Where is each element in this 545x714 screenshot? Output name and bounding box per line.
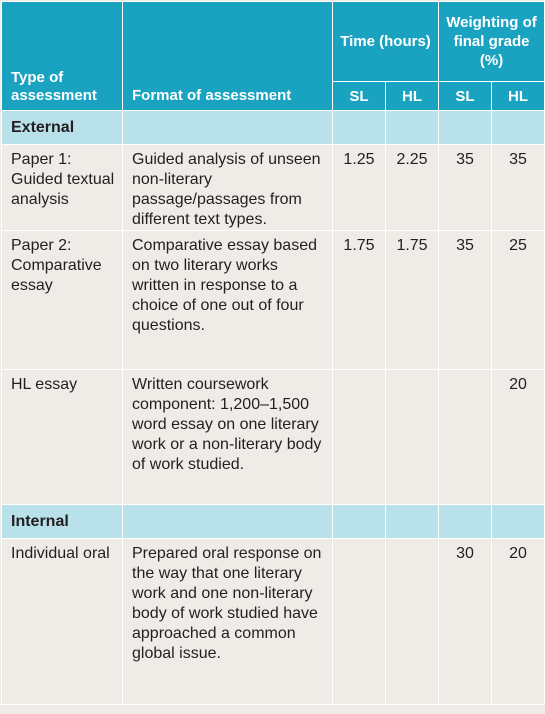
header-weight-hl: HL [492, 82, 545, 111]
header-format-of-assessment: Format of assessment [123, 2, 333, 111]
header-time-sl: SL [333, 82, 386, 111]
table-row [2, 370, 545, 505]
assessment-table [1, 1, 545, 705]
time-sl-cell [333, 370, 386, 505]
header-time-hl: HL [386, 82, 439, 111]
time-hl-cell: 1.75 [386, 231, 439, 370]
header-time-hours: Time (hours) [333, 2, 439, 82]
section-row-external [2, 111, 545, 145]
table-row [2, 539, 545, 705]
time-hl-cell [386, 370, 439, 505]
time-sl-cell: 1.75 [333, 231, 386, 370]
weight-sl-cell: 35 [439, 145, 492, 231]
section-row-internal [2, 505, 545, 539]
weight-hl-cell: 20 [492, 539, 545, 705]
time-hl-cell: 2.25 [386, 145, 439, 231]
assessment-type-cell: HL essay [2, 370, 123, 505]
section-label-external: External [2, 111, 123, 145]
weight-sl-cell: 35 [439, 231, 492, 370]
weight-hl-cell: 35 [492, 145, 545, 231]
time-sl-cell [333, 539, 386, 705]
assessment-format-cell: Prepared oral response on the way that one literary work and one non-literary body of work studied have approached a common global issue. [123, 539, 333, 705]
header-weighting-of-final-grade: Weighting of final grade (%) [439, 2, 545, 82]
section-label-internal: Internal [2, 505, 123, 539]
table-row [2, 231, 545, 370]
assessment-format-cell: Guided analysis of unseen non-literary passage/passages from different text types. [123, 145, 333, 231]
weight-sl-cell: 30 [439, 539, 492, 705]
assessment-type-cell: Paper 2: Comparative essay [2, 231, 123, 370]
assessment-format-cell: Comparative essay based on two literary works written in response to a choice of one out of four questions. [123, 231, 333, 370]
assessment-type-cell: Individual oral [2, 539, 123, 705]
header-weight-sl: SL [439, 82, 492, 111]
assessment-format-cell: Written coursework component: 1,200–1,500 word essay on one literary work or a non-literary body of work studied. [123, 370, 333, 505]
time-hl-cell [386, 539, 439, 705]
table-row [2, 145, 545, 231]
weight-hl-cell: 25 [492, 231, 545, 370]
weight-hl-cell: 20 [492, 370, 545, 505]
assessment-type-cell: Paper 1: Guided textual analysis [2, 145, 123, 231]
time-sl-cell: 1.25 [333, 145, 386, 231]
weight-sl-cell [439, 370, 492, 505]
header-type-of-assessment: Type of assessment [2, 2, 123, 111]
